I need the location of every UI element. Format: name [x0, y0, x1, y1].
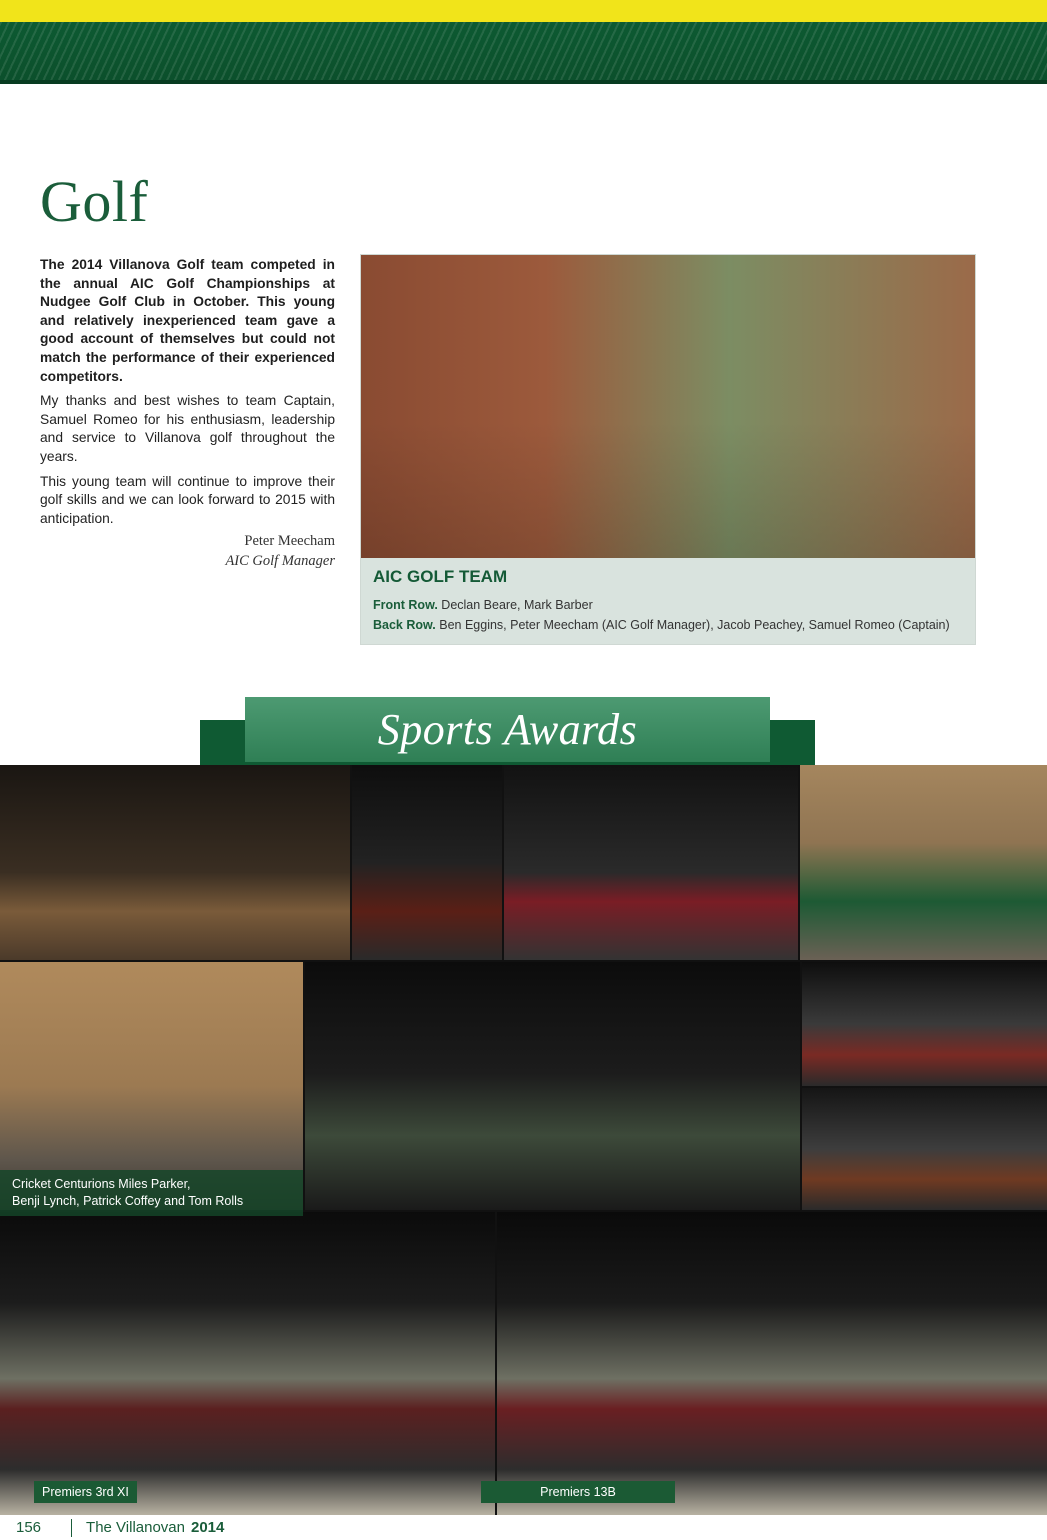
award-photo: [802, 1088, 1047, 1210]
centurions-caption-line: Benji Lynch, Patrick Coffey and Tom Rolls: [12, 1194, 244, 1208]
award-photo: [0, 765, 350, 960]
banner-title: Sports Awards: [377, 705, 638, 754]
golf-team-photo: [361, 255, 975, 558]
header-yellow-band: [0, 0, 1047, 22]
publication-name: The Villanovan: [86, 1519, 185, 1536]
golf-team-caption: [373, 567, 968, 635]
premiers-13b-photo: [497, 1212, 1047, 1515]
golf-paragraph: My thanks and best wishes to team Captain, Samuel Romeo for his enthusiasm, leadership and service to Villanova golf throughout the years.: [40, 393, 335, 464]
author-signoff: [120, 531, 335, 571]
award-photo: [352, 765, 502, 960]
golf-article: [40, 256, 335, 534]
award-photo: [802, 962, 1047, 1086]
awards-photo-collage: [0, 765, 1047, 1515]
page-number: 156: [16, 1519, 42, 1536]
sports-awards-banner: [245, 697, 770, 762]
premiers-13b-caption: Premiers 13B: [481, 1481, 675, 1503]
front-row-caption: [373, 595, 968, 615]
golf-team-figure: [360, 254, 976, 645]
footer-divider: [71, 1519, 72, 1537]
front-row-label: Front Row.: [373, 598, 438, 612]
golf-lead-paragraph: The 2014 Villanova Golf team competed in the annual AIC Golf Championships at Nudgee Golf Club in October. This young and relatively inexperienced team gave a good account of themselves but could not match the performance of their experienced competitors.: [40, 257, 335, 384]
publication-year: 2014: [191, 1519, 225, 1536]
golf-section-title: Golf: [40, 169, 149, 234]
front-row-names: Declan Beare, Mark Barber: [441, 598, 593, 612]
premiers-3rd-photo: [0, 1212, 495, 1515]
award-photo: [305, 962, 800, 1210]
award-photo: [800, 765, 1047, 960]
author-role: AIC Golf Manager: [225, 553, 335, 569]
premiers-3rd-caption: Premiers 3rd XI: [34, 1481, 137, 1503]
author-name: Peter Meecham: [244, 533, 335, 549]
centurions-caption-line: Cricket Centurions Miles Parker,: [12, 1177, 191, 1191]
back-row-caption: [373, 615, 968, 635]
centurions-caption: [0, 1170, 303, 1216]
golf-paragraph: This young team will continue to improve their golf skills and we can look forward to 2015 with anticipation.: [40, 473, 335, 526]
header-green-band: [0, 22, 1047, 84]
caption-title: AIC GOLF TEAM: [373, 567, 508, 586]
back-row-label: Back Row.: [373, 618, 436, 632]
award-photo: [504, 765, 798, 960]
back-row-names: Ben Eggins, Peter Meecham (AIC Golf Manager), Jacob Peachey, Samuel Romeo (Captain): [439, 618, 950, 632]
page-footer: [0, 1515, 1047, 1540]
